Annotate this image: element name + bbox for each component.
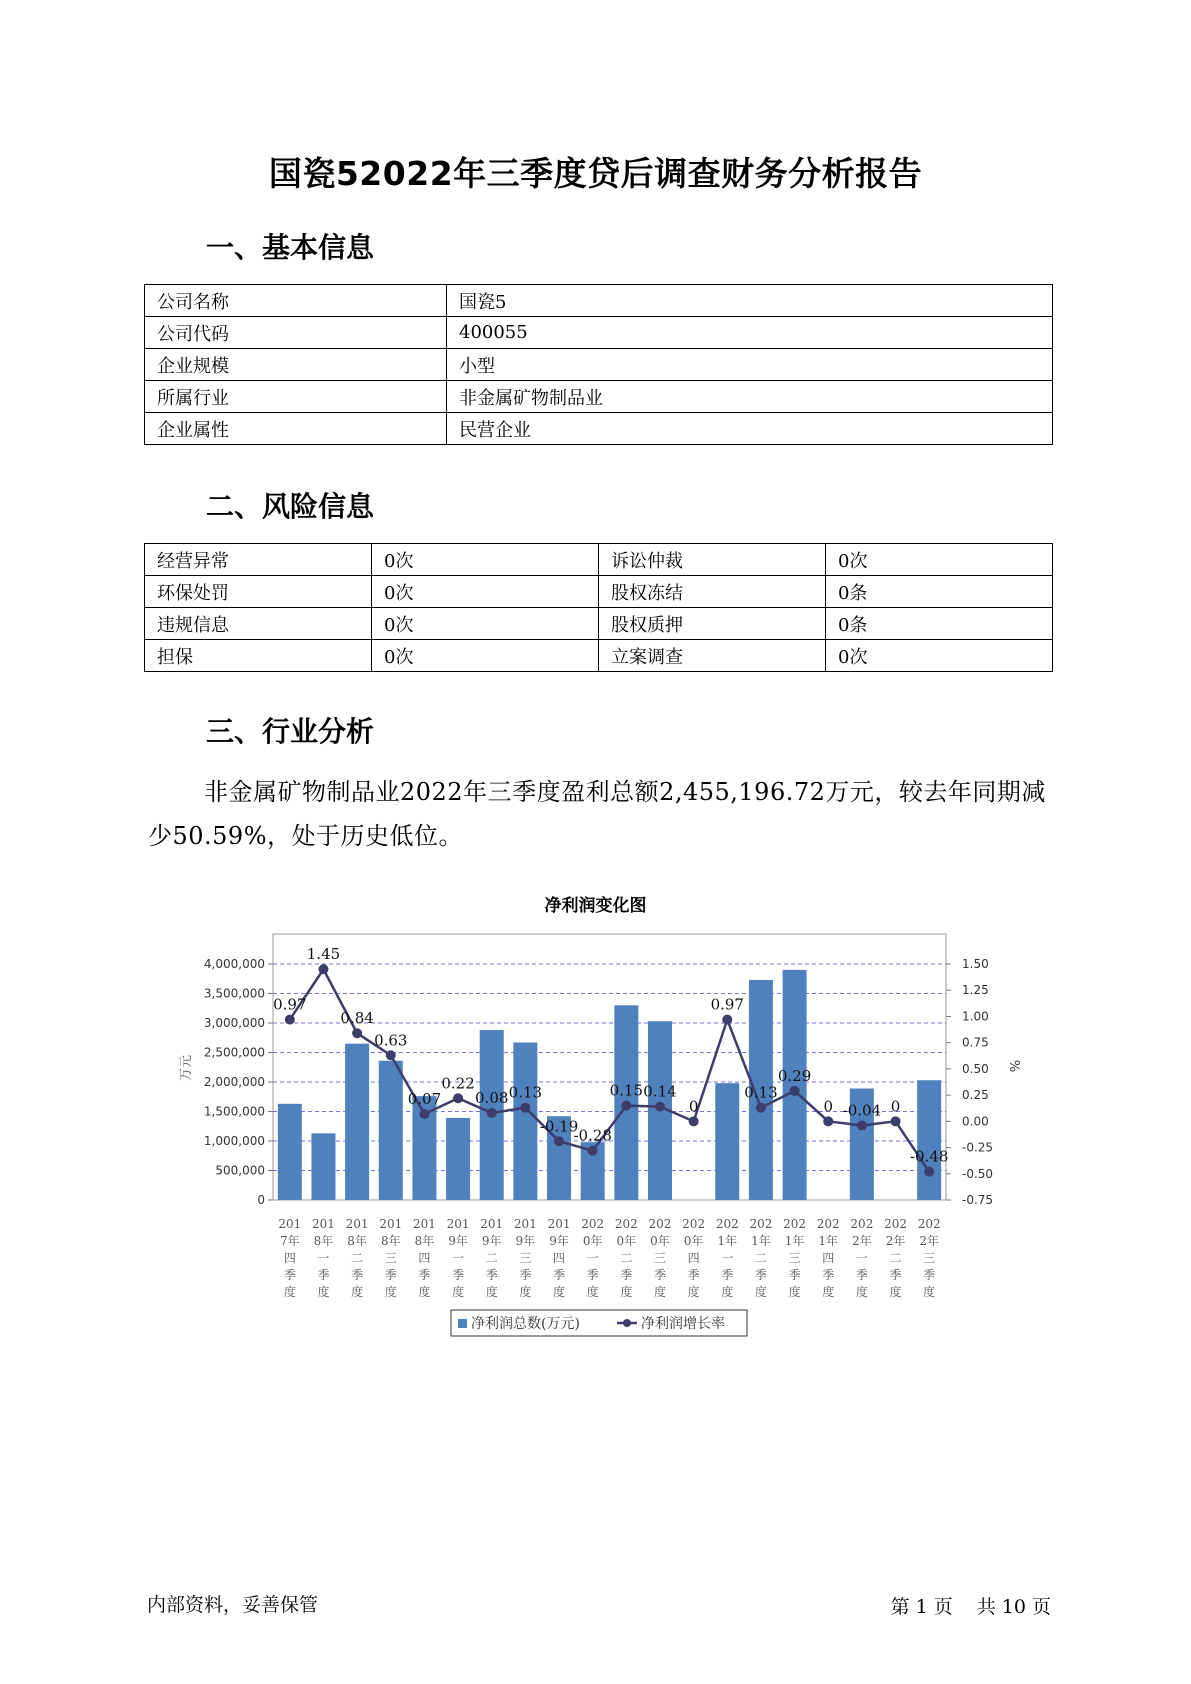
x-tick-label: 度	[519, 1285, 532, 1299]
x-tick-label: 2年	[885, 1234, 906, 1248]
bar-4	[379, 1061, 403, 1200]
growth-rate-label-10: -0.28	[573, 1126, 612, 1145]
x-tick-label: 四	[418, 1251, 431, 1265]
footer-page-number	[885, 1592, 1051, 1619]
x-tick-label: 四	[283, 1251, 296, 1265]
growth-rate-label-13: 0	[688, 1097, 699, 1116]
x-tick-label: 度	[485, 1285, 498, 1299]
basic-info-row	[145, 381, 1053, 413]
growth-rate-label-2: 1.45	[306, 945, 341, 964]
bar-6	[446, 1118, 470, 1200]
x-tick-label: 季	[452, 1268, 465, 1282]
y-right-tick-label: 0.00	[962, 1114, 989, 1129]
x-tick-label: 度	[889, 1285, 902, 1299]
y-right-tick-label: 0.75	[962, 1035, 989, 1050]
x-tick-label: 9年	[515, 1234, 536, 1248]
x-tick-label: 202	[648, 1217, 672, 1231]
x-tick-label: 季	[351, 1268, 364, 1282]
risk-info-label: 违规信息	[145, 608, 372, 640]
x-tick-label: 四	[822, 1251, 835, 1265]
x-tick-label: 季	[620, 1268, 633, 1282]
x-tick-label: 201	[513, 1217, 537, 1231]
growth-rate-point-13	[689, 1116, 699, 1126]
x-tick-label: 季	[788, 1268, 801, 1282]
x-tick-label: 201	[446, 1217, 470, 1231]
x-tick-label: 二	[485, 1251, 498, 1265]
basic-info-row	[145, 285, 1053, 317]
x-tick-label: 季	[418, 1268, 431, 1282]
x-tick-label: 201	[547, 1217, 571, 1231]
x-tick-label: 2年	[852, 1234, 872, 1248]
risk-info-label: 环保处罚	[145, 576, 372, 608]
growth-rate-point-20	[924, 1167, 934, 1177]
basic-info-label: 公司代码	[145, 317, 447, 349]
x-tick-label: 2年	[919, 1234, 939, 1248]
plot-area	[273, 934, 949, 1200]
x-tick-label: 度	[418, 1285, 431, 1299]
x-tick-label: 9年	[549, 1234, 569, 1248]
basic-info-value: 小型	[447, 349, 1053, 381]
x-tick-label: 202	[783, 1217, 807, 1231]
page-num: 1	[915, 1596, 928, 1618]
growth-rate-label-4: 0.63	[374, 1031, 408, 1050]
x-tick-label: 8年	[313, 1234, 334, 1248]
y-left-tick-label: 2,000,000	[203, 1075, 265, 1089]
x-tick-label: 8年	[347, 1234, 367, 1248]
growth-rate-point-11	[621, 1101, 631, 1111]
growth-rate-point-14	[722, 1015, 732, 1025]
x-tick-label: 度	[855, 1285, 868, 1299]
x-tick-label: 季	[553, 1268, 566, 1282]
legend-bar-label: 净利润总数(万元)	[471, 1316, 580, 1332]
growth-rate-label-5: 0.07	[407, 1089, 442, 1108]
total-prefix: 共	[976, 1596, 996, 1618]
x-tick-label: 202	[715, 1217, 739, 1231]
risk-info-label: 诉讼仲裁	[599, 544, 826, 576]
growth-rate-label-8: 0.13	[508, 1083, 543, 1102]
growth-rate-label-12: 0.14	[643, 1082, 677, 1101]
growth-rate-point-10	[588, 1146, 598, 1156]
growth-rate-label-11: 0.15	[609, 1081, 644, 1100]
total-unit: 页	[1031, 1596, 1051, 1618]
growth-rate-point-7	[487, 1108, 497, 1118]
risk-info-row	[145, 576, 1053, 608]
x-tick-label: 三	[384, 1251, 397, 1265]
x-tick-label: 一	[855, 1251, 868, 1265]
net-profit-chart	[0, 905, 1191, 1345]
risk-info-value: 0次	[826, 544, 1053, 576]
x-tick-label: 202	[614, 1217, 638, 1231]
bar-8	[513, 1042, 537, 1200]
y-right-tick-label: -0.50	[962, 1166, 994, 1181]
risk-info-label: 股权冻结	[599, 576, 826, 608]
bar-20	[917, 1080, 941, 1200]
x-tick-label: 1年	[818, 1234, 839, 1248]
x-tick-label: 一	[452, 1251, 465, 1265]
growth-rate-label-3: 0.84	[340, 1009, 374, 1028]
x-tick-label: 0年	[683, 1234, 704, 1248]
y-right-axis-title: %	[1006, 1059, 1021, 1073]
section-heading-basic: 一、基本信息	[206, 231, 375, 264]
x-tick-label: 二	[351, 1251, 364, 1265]
x-tick-label: 二	[889, 1251, 902, 1265]
bar-1	[278, 1104, 302, 1200]
x-tick-label: 202	[816, 1217, 840, 1231]
x-tick-label: 0年	[616, 1234, 637, 1248]
y-left-tick-label: 4,000,000	[203, 957, 265, 971]
y-left-tick-label: 3,000,000	[203, 1016, 265, 1030]
x-tick-label: 201	[379, 1217, 403, 1231]
y-right-tick-label: 1.00	[962, 1009, 989, 1024]
x-tick-label: 度	[452, 1285, 465, 1299]
x-tick-label: 度	[586, 1285, 599, 1299]
x-tick-label: 9年	[481, 1234, 502, 1248]
risk-info-value: 0次	[372, 608, 599, 640]
section-heading-industry: 三、行业分析	[206, 715, 375, 748]
risk-info-value: 0次	[826, 640, 1053, 672]
x-tick-label: 度	[687, 1285, 700, 1299]
x-tick-label: 度	[923, 1285, 936, 1299]
bar-16	[783, 970, 807, 1200]
risk-info-value: 0条	[826, 608, 1053, 640]
growth-rate-point-18	[857, 1121, 867, 1131]
growth-rate-point-5	[419, 1109, 429, 1119]
growth-rate-point-17	[823, 1116, 833, 1126]
x-tick-label: 201	[412, 1217, 436, 1231]
x-tick-label: 201	[312, 1217, 335, 1231]
risk-info-value: 0次	[372, 544, 599, 576]
x-tick-label: 度	[283, 1285, 296, 1299]
bar-2	[311, 1133, 335, 1200]
x-tick-label: 三	[923, 1251, 936, 1265]
risk-info-label: 经营异常	[145, 544, 372, 576]
y-right-tick-label: 0.25	[962, 1088, 989, 1103]
x-tick-label: 季	[317, 1268, 330, 1282]
x-tick-label: 202	[749, 1217, 773, 1231]
growth-rate-point-6	[453, 1093, 463, 1103]
basic-info-table	[144, 284, 1053, 445]
growth-rate-point-1	[285, 1015, 295, 1025]
growth-rate-point-15	[756, 1103, 766, 1113]
x-tick-label: 度	[653, 1285, 666, 1299]
x-tick-label: 9年	[448, 1234, 468, 1248]
basic-info-value: 民营企业	[447, 413, 1053, 445]
basic-info-label: 公司名称	[145, 285, 447, 317]
growth-rate-label-6: 0.22	[441, 1074, 475, 1093]
risk-info-value: 0次	[372, 640, 599, 672]
y-right-tick-label: 0.50	[962, 1061, 989, 1076]
x-tick-label: 二	[620, 1251, 633, 1265]
y-right-tick-label: 1.25	[962, 983, 989, 998]
risk-info-row	[145, 640, 1053, 672]
growth-rate-point-4	[386, 1050, 396, 1060]
x-tick-label: 一	[721, 1251, 734, 1265]
x-tick-label: 季	[586, 1268, 599, 1282]
y-left-axis-title: 万元	[179, 1054, 194, 1082]
growth-rate-label-15: 0.13	[744, 1083, 778, 1102]
growth-rate-label-9: -0.19	[539, 1117, 579, 1136]
basic-info-row	[145, 349, 1053, 381]
x-tick-label: 二	[754, 1251, 767, 1265]
chart-title: 净利润变化图	[544, 896, 647, 916]
basic-info-label: 所属行业	[145, 381, 447, 413]
x-tick-label: 度	[822, 1285, 835, 1299]
x-tick-label: 季	[754, 1268, 767, 1282]
x-tick-label: 季	[653, 1268, 666, 1282]
y-left-tick-label: 1,500,000	[203, 1104, 265, 1119]
risk-info-row	[145, 608, 1053, 640]
risk-info-label: 股权质押	[599, 608, 826, 640]
x-tick-label: 201	[278, 1217, 302, 1231]
x-tick-label: 四	[687, 1251, 700, 1265]
growth-rate-label-20: -0.48	[909, 1147, 949, 1166]
growth-rate-point-9	[554, 1136, 564, 1146]
x-tick-label: 202	[884, 1217, 907, 1231]
y-left-tick-label: 1,000,000	[203, 1134, 265, 1148]
growth-rate-point-2	[318, 964, 328, 974]
x-tick-label: 度	[384, 1285, 397, 1299]
basic-info-label: 企业规模	[145, 349, 447, 381]
x-tick-label: 201	[480, 1217, 504, 1231]
x-tick-label: 度	[721, 1285, 734, 1299]
section-heading-risk: 二、风险信息	[206, 490, 375, 523]
y-right-tick-label: -0.75	[962, 1193, 994, 1207]
x-tick-label: 度	[317, 1285, 330, 1299]
bar-14	[715, 1083, 739, 1200]
growth-rate-label-7: 0.08	[475, 1088, 509, 1107]
x-tick-label: 0年	[582, 1234, 603, 1248]
x-tick-label: 201	[345, 1217, 369, 1231]
basic-info-value: 国瓷5	[447, 285, 1053, 317]
legend-line-marker	[623, 1319, 631, 1327]
basic-info-row	[145, 317, 1053, 349]
page-title: 国瓷52022年三季度贷后调查财务分析报告	[268, 154, 923, 193]
x-tick-label: 季	[687, 1268, 700, 1282]
growth-rate-point-19	[891, 1116, 901, 1126]
growth-rate-point-12	[655, 1102, 665, 1112]
legend-line-label: 净利润增长率	[641, 1316, 725, 1332]
x-tick-label: 度	[351, 1285, 364, 1299]
x-tick-label: 202	[917, 1217, 941, 1231]
x-tick-label: 季	[889, 1268, 902, 1282]
risk-info-value: 0条	[826, 576, 1053, 608]
growth-rate-label-16: 0.29	[777, 1066, 812, 1085]
industry-analysis-text: 非金属矿物制品业2022年三季度盈利总额2,455,196.72万元，较去年同期减少50.59%，处于历史低位。	[148, 778, 1046, 850]
total-num: 10	[1001, 1596, 1026, 1618]
x-tick-label: 度	[754, 1285, 767, 1299]
risk-info-label: 立案调查	[599, 640, 826, 672]
y-left-tick-label: 500,000	[215, 1163, 265, 1178]
growth-rate-label-17: 0	[823, 1097, 833, 1116]
growth-rate-point-16	[790, 1086, 800, 1096]
y-left-tick-label: 2,500,000	[203, 1045, 265, 1060]
x-tick-label: 度	[788, 1285, 801, 1299]
risk-info-value: 0次	[372, 576, 599, 608]
x-tick-label: 季	[384, 1268, 397, 1282]
x-tick-label: 季	[519, 1268, 532, 1282]
x-tick-label: 0年	[650, 1234, 670, 1248]
risk-info-table	[144, 543, 1053, 672]
x-tick-label: 三	[788, 1251, 801, 1265]
basic-info-row	[145, 413, 1053, 445]
x-tick-label: 8年	[414, 1234, 435, 1248]
x-tick-label: 7年	[280, 1234, 300, 1248]
basic-info-value: 非金属矿物制品业	[447, 381, 1053, 413]
x-tick-label: 三	[653, 1251, 666, 1265]
basic-info-value: 400055	[447, 317, 1053, 349]
growth-rate-point-8	[520, 1103, 530, 1113]
x-tick-label: 202	[581, 1217, 605, 1231]
growth-rate-label-18: -0.04	[842, 1101, 882, 1120]
legend-bar-swatch	[458, 1319, 467, 1328]
page-unit: 页	[933, 1596, 953, 1618]
x-tick-label: 四	[553, 1251, 566, 1265]
risk-info-label: 担保	[145, 640, 372, 672]
x-tick-label: 一	[317, 1251, 330, 1265]
x-tick-label: 度	[620, 1285, 633, 1299]
basic-info-label: 企业属性	[145, 413, 447, 445]
growth-rate-point-3	[352, 1028, 362, 1038]
x-tick-label: 202	[682, 1217, 706, 1231]
y-right-tick-label: -0.25	[962, 1140, 994, 1155]
x-tick-label: 季	[855, 1268, 868, 1282]
x-tick-label: 度	[553, 1285, 566, 1299]
growth-rate-label-19: 0	[890, 1097, 901, 1116]
x-tick-label: 季	[485, 1268, 498, 1282]
growth-rate-label-14: 0.97	[710, 995, 744, 1014]
bar-3	[345, 1044, 369, 1200]
y-right-tick-label: 1.50	[962, 957, 989, 971]
growth-rate-label-1: 0.97	[273, 995, 307, 1014]
y-left-tick-label: 3,500,000	[203, 986, 265, 1001]
footer-confidential-note: 内部资料，妥善保管	[147, 1594, 319, 1616]
x-tick-label: 季	[721, 1268, 734, 1282]
y-left-tick-label: 0	[257, 1193, 265, 1207]
x-tick-label: 一	[586, 1251, 599, 1265]
x-tick-label: 1年	[717, 1234, 738, 1248]
x-tick-label: 1年	[751, 1234, 771, 1248]
x-tick-label: 季	[923, 1268, 936, 1282]
x-tick-label: 三	[519, 1251, 532, 1265]
page-prefix: 第	[890, 1596, 910, 1618]
risk-info-row	[145, 544, 1053, 576]
x-tick-label: 1年	[784, 1234, 805, 1248]
x-tick-label: 季	[822, 1268, 835, 1282]
x-tick-label: 季	[283, 1268, 296, 1282]
x-tick-label: 202	[850, 1217, 874, 1231]
x-tick-label: 8年	[380, 1234, 401, 1248]
